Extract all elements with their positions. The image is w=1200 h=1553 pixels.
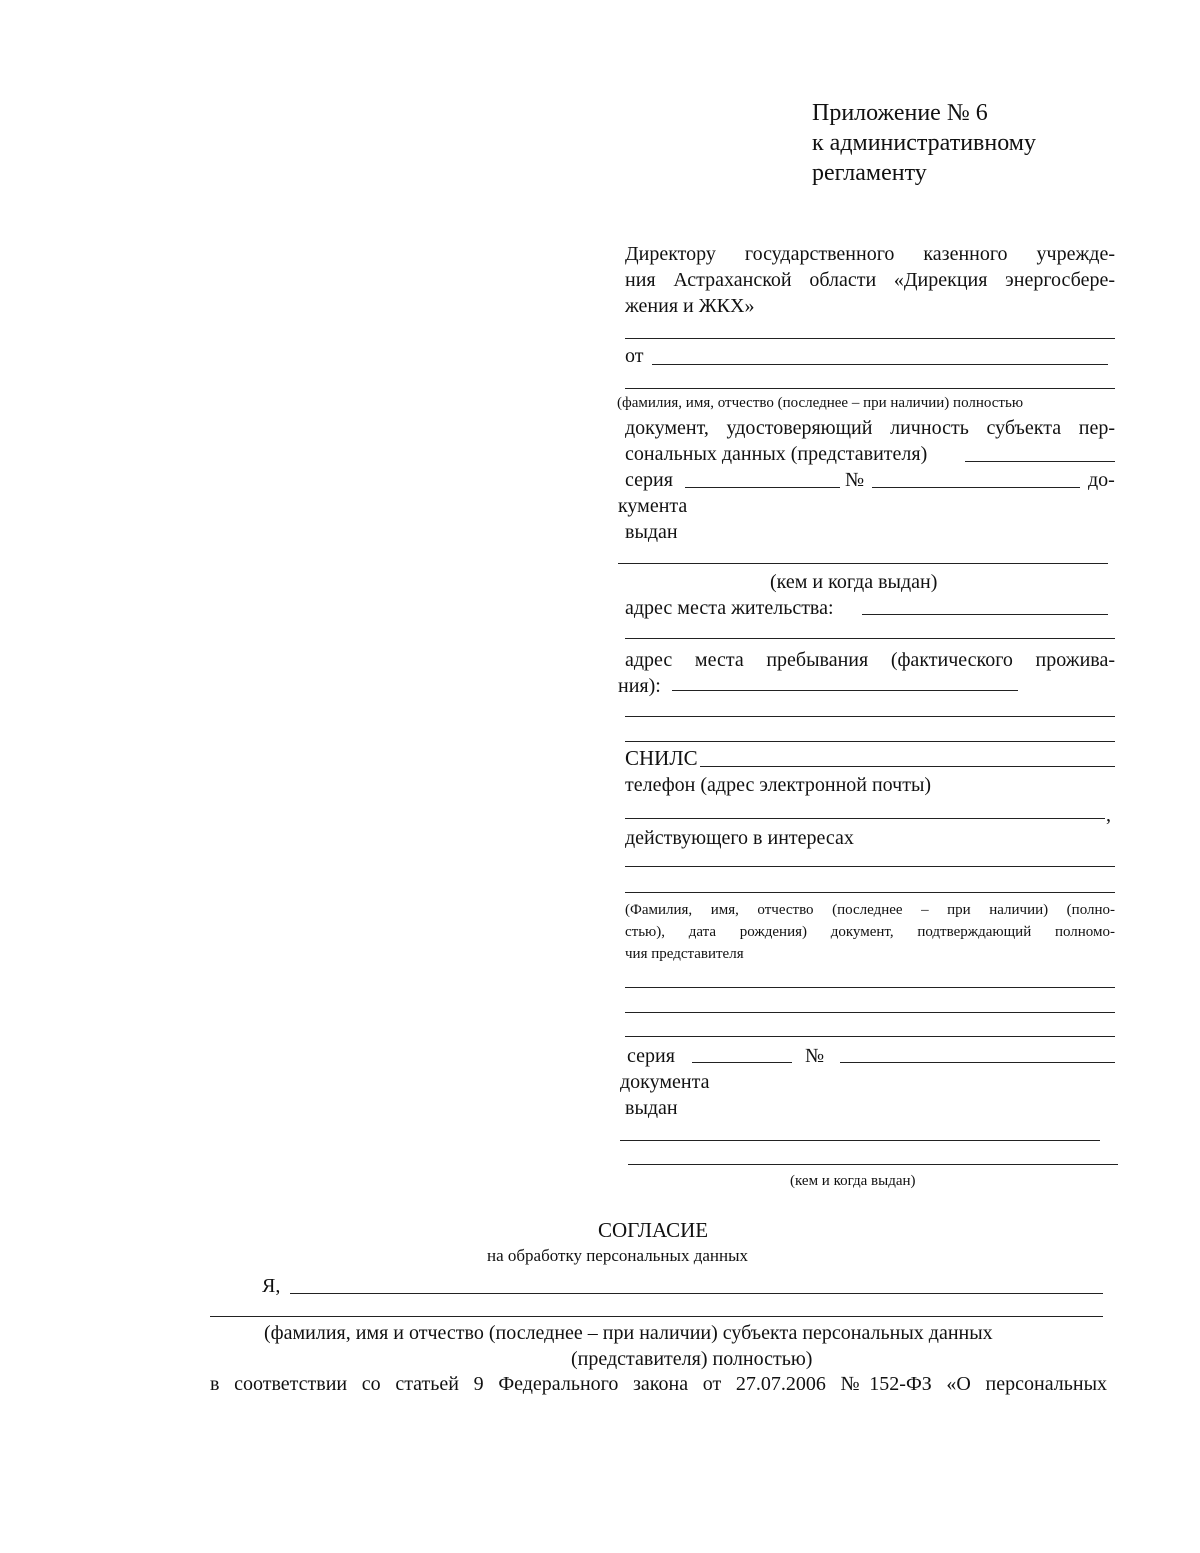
consent-title: СОГЛАСИЕ bbox=[598, 1218, 709, 1242]
rep-issued-field[interactable] bbox=[620, 1140, 1100, 1141]
appendix-line-2: к административному bbox=[812, 130, 1036, 156]
acting-label: действующего в интересах bbox=[625, 827, 854, 849]
addressee-line-3: жения и ЖКХ» bbox=[625, 295, 755, 317]
consent-i-label: Я, bbox=[262, 1275, 281, 1297]
id-doc-representative-field[interactable] bbox=[965, 461, 1115, 462]
rep-hint-line-3: чия представителя bbox=[625, 946, 744, 962]
acting-field[interactable] bbox=[625, 866, 1115, 867]
id-series-label: серия bbox=[625, 469, 673, 491]
from-field[interactable] bbox=[652, 364, 1108, 365]
id-doc-line-2: сональных данных (представителя) bbox=[625, 443, 928, 465]
from-label: от bbox=[625, 345, 644, 367]
id-number-label: № bbox=[845, 469, 865, 491]
id-series-field[interactable] bbox=[685, 487, 840, 488]
rep-doc-field-1[interactable] bbox=[625, 987, 1115, 988]
rep-doc-field-3[interactable] bbox=[625, 1036, 1115, 1037]
snils-label: СНИЛС bbox=[625, 746, 698, 770]
rep-issued-label: выдан bbox=[625, 1097, 678, 1119]
stay-field-3[interactable] bbox=[625, 741, 1115, 742]
rep-issued-hint: (кем и когда выдан) bbox=[790, 1173, 916, 1189]
consent-fio-hint-1: (фамилия, имя и отчество (последнее – при наличии) субъекта персональных данных bbox=[264, 1322, 993, 1344]
consent-fio-field-2[interactable] bbox=[210, 1316, 1103, 1317]
consent-fio-hint-2: (представителя) полностью) bbox=[571, 1348, 813, 1370]
residence-field-2[interactable] bbox=[625, 638, 1115, 639]
id-doc-cont: кумента bbox=[618, 495, 688, 517]
snils-field[interactable] bbox=[700, 766, 1115, 767]
consent-subtitle: на обработку персональных данных bbox=[487, 1246, 749, 1265]
rep-series-field[interactable] bbox=[692, 1062, 792, 1063]
stay-line-2: ния): bbox=[618, 675, 661, 697]
addressee-line-1: Директору государственного казенного учрежде- bbox=[625, 243, 1115, 265]
consent-law-line: в соответствии со статьей 9 Федерального закона от 27.07.2006 №152-ФЗ «О персональных bbox=[210, 1373, 1107, 1395]
id-number-field[interactable] bbox=[872, 487, 1080, 488]
id-issued-label: выдан bbox=[625, 521, 678, 543]
subject-fio-hint: (фамилия, имя, отчество (последнее – при наличии) полностью bbox=[617, 395, 1024, 411]
stay-field-2[interactable] bbox=[625, 716, 1115, 717]
acting-field-2[interactable] bbox=[625, 892, 1115, 893]
rep-doc-label: документа bbox=[620, 1071, 710, 1093]
addressee-blank-line[interactable] bbox=[625, 338, 1115, 339]
rep-number-label: № bbox=[805, 1045, 825, 1067]
id-doc-line-1: документ, удостоверяющий личность субъекта пер- bbox=[625, 417, 1115, 439]
rep-number-field[interactable] bbox=[840, 1062, 1115, 1063]
id-issued-hint: (кем и когда выдан) bbox=[770, 571, 938, 593]
stay-field[interactable] bbox=[672, 690, 1018, 691]
rep-series-label: серия bbox=[627, 1045, 675, 1067]
rep-hint-line-1: (Фамилия, имя, отчество (последнее – при наличии) (полно- bbox=[625, 902, 1115, 918]
residence-field[interactable] bbox=[862, 614, 1108, 615]
rep-issued-field-2[interactable] bbox=[628, 1164, 1118, 1165]
residence-label: адрес места жительства: bbox=[625, 597, 834, 619]
addressee-line-2: ния Астраханской области «Дирекция энергосбере- bbox=[625, 269, 1115, 291]
phone-label: телефон (адрес электронной почты) bbox=[625, 774, 932, 796]
rep-doc-field-2[interactable] bbox=[625, 1012, 1115, 1013]
consent-fio-field[interactable] bbox=[290, 1293, 1103, 1294]
id-doc-tail: до- bbox=[1088, 469, 1115, 491]
rep-hint-line-2: стью), дата рождения) документ, подтверждающий полномо- bbox=[625, 924, 1115, 940]
phone-comma: , bbox=[1106, 804, 1111, 826]
stay-line-1: адрес места пребывания (фактического прожива- bbox=[625, 649, 1115, 671]
id-issued-field[interactable] bbox=[618, 563, 1108, 564]
appendix-line-1: Приложение № 6 bbox=[812, 100, 988, 126]
from-field-2[interactable] bbox=[625, 388, 1115, 389]
appendix-line-3: регламенту bbox=[812, 160, 927, 186]
phone-field[interactable] bbox=[625, 818, 1105, 819]
